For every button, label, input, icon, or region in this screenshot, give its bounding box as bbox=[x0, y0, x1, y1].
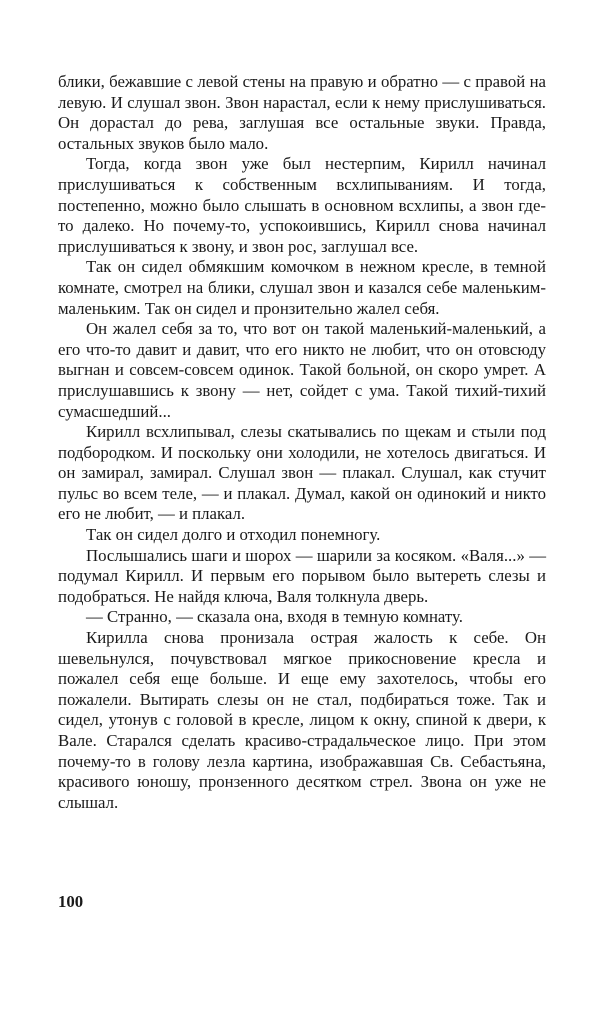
paragraph-7: Послышались шаги и шорох — шарили за косяком. «Валя...» — подумал Кирилл. И первым его порывом было вытереть слезы и подобраться. Не найдя ключа, Валя толкнула дверь. bbox=[58, 545, 546, 606]
paragraph-3: Так он сидел обмякшим комочком в нежном кресле, в темной комнате, смотрел на блики, слушал звон и казался себе маленьким-маленьким. Так он сидел и пронзительно жалел себя. bbox=[58, 257, 546, 318]
page-number: 100 bbox=[58, 892, 84, 911]
paragraph-8: — Странно, — сказала она, входя в темную комнату. bbox=[86, 607, 463, 627]
paragraph-2: Тогда, когда звон уже был нестерпим, Кирилл начинал прислушиваться к собственным всхлипываниям. И тогда, постепенно, можно было слышать в основном всхлипы, а звон где-то далеко. Но почему-то, успокоившись, Кирилл снова начинал прислушиваться к звону, и звон рос, заглушал все. bbox=[58, 154, 546, 256]
paragraph-1: блики, бежавшие с левой стены на правую и обратно — с правой на левую. И слушал звон. Звон нарастал, если к нему прислушиваться. Он дорастал до рева, заглушая все остальные звуки. Правда, остальных звуков было мало. bbox=[58, 72, 546, 153]
paragraph-4: Он жалел себя за то, что вот он такой маленький-маленький, а его что-то давит и давит, что его никто не любит, что он отовсюду выгнан и совсем-совсем одинок. Такой больной, он скоро умрет. А прислушавшись к звону — нет, сойдет с ума. Такой тихий-тихий сумасшедший... bbox=[58, 319, 546, 421]
paragraph-6: Так он сидел долго и отходил понемногу. bbox=[86, 525, 381, 545]
page-text-body bbox=[58, 72, 546, 813]
paragraph-5: Кирилл всхлипывал, слезы скатывались по щекам и стыли под подбородком. И поскольку они холодили, не хотелось двигаться. И он замирал, замирал. Слушал звон — плакал. Слушал, как стучит пульс во всем теле, — и плакал. Думал, какой он одинокий и никто его не любит, — и плакал. bbox=[58, 422, 546, 524]
paragraph-9: Кирилла снова пронизала острая жалость к себе. Он шевельнулся, почувствовал мягкое прикосновение кресла и пожалел себя еще больше. И еще ему захотелось, чтобы его пожалели. Вытирать слезы он не стал, подбираться тоже. Так и сидел, утонув с головой в кресле, лицом к окну, спиной к двери, к Вале. Старался сделать красиво-страдальческое лицо. При этом почему-то в голову лезла картина, изображавшая Св. Себастьяна, красивого юношу, пронзенного десятком стрел. Звона он уже не слышал. bbox=[58, 628, 546, 812]
